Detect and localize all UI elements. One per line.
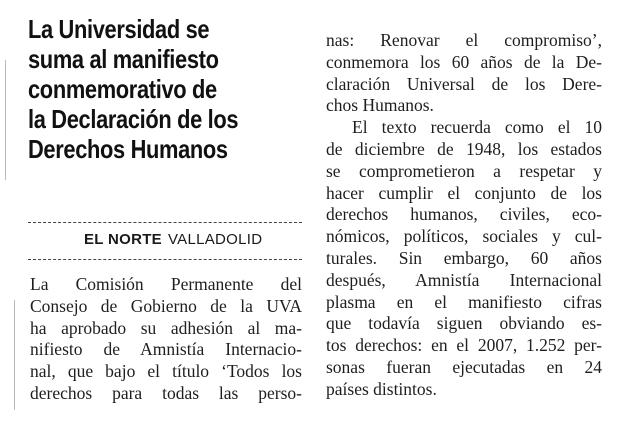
body-line: nifiesto de Amnistía Internacio- bbox=[30, 339, 302, 360]
headline-line: La Universidad se bbox=[28, 14, 210, 44]
body-line: plasma en el manifiesto cifras bbox=[326, 291, 602, 312]
body-line: turales. Sin embargo, 60 años bbox=[326, 247, 602, 268]
body-line: hacer cumplir el conjunto de los bbox=[326, 182, 602, 203]
right-column-body bbox=[326, 30, 602, 401]
body-line: tos derechos: en el 2007, 1.252 per- bbox=[326, 335, 602, 356]
scan-artifact-line bbox=[14, 300, 15, 410]
headline-line: la Declaración de los bbox=[28, 104, 239, 134]
body-line: derechos para todas las perso- bbox=[30, 382, 302, 403]
headline-line: suma al manifiesto bbox=[28, 44, 219, 74]
body-line: de diciembre de 1948, los estados bbox=[326, 138, 602, 159]
headline-line: Derechos Humanos bbox=[28, 134, 228, 164]
body-line: chos Humanos. bbox=[326, 95, 434, 116]
byline-top-rule bbox=[28, 222, 302, 223]
paragraph-continuation bbox=[326, 30, 602, 117]
paragraph-second bbox=[326, 117, 602, 400]
body-line: sonas fueran ejecutadas en 24 bbox=[326, 356, 602, 377]
left-column-body bbox=[30, 274, 302, 405]
body-line: se comprometieron a respetar y bbox=[326, 160, 602, 181]
body-line: después, Amnistía Internacional bbox=[326, 269, 602, 290]
body-line: nómicos, políticos, sociales y cul- bbox=[326, 226, 602, 247]
byline bbox=[84, 230, 262, 250]
byline-bottom-rule bbox=[28, 259, 302, 260]
headline-line: conmemorativo de bbox=[28, 74, 217, 104]
byline-newspaper: EL NORTE bbox=[84, 231, 162, 248]
scan-artifact-line bbox=[5, 60, 6, 180]
headline-block bbox=[28, 6, 308, 164]
body-line: nas: Renovar el compromiso’, bbox=[326, 30, 602, 50]
body-line: La Comisión Permanente del bbox=[30, 274, 302, 294]
body-line: países distintos. bbox=[326, 378, 437, 399]
body-line: derechos humanos, civiles, eco- bbox=[326, 204, 602, 225]
body-line: El texto recuerda como el 10 bbox=[352, 117, 602, 138]
body-line: nal, que bajo el título ‘Todos los bbox=[30, 361, 302, 382]
body-line: Consejo de Gobierno de la UVA bbox=[30, 295, 302, 316]
body-line: ha aprobado su adhesión al ma- bbox=[30, 317, 302, 338]
body-line: que todavía siguen obviando es- bbox=[326, 313, 602, 334]
body-line: claración Universal de los Dere- bbox=[326, 73, 602, 94]
body-line: conmemora los 60 años de la De- bbox=[326, 51, 602, 72]
article-headline bbox=[28, 6, 308, 164]
byline-city: VALLADOLID bbox=[167, 231, 263, 248]
